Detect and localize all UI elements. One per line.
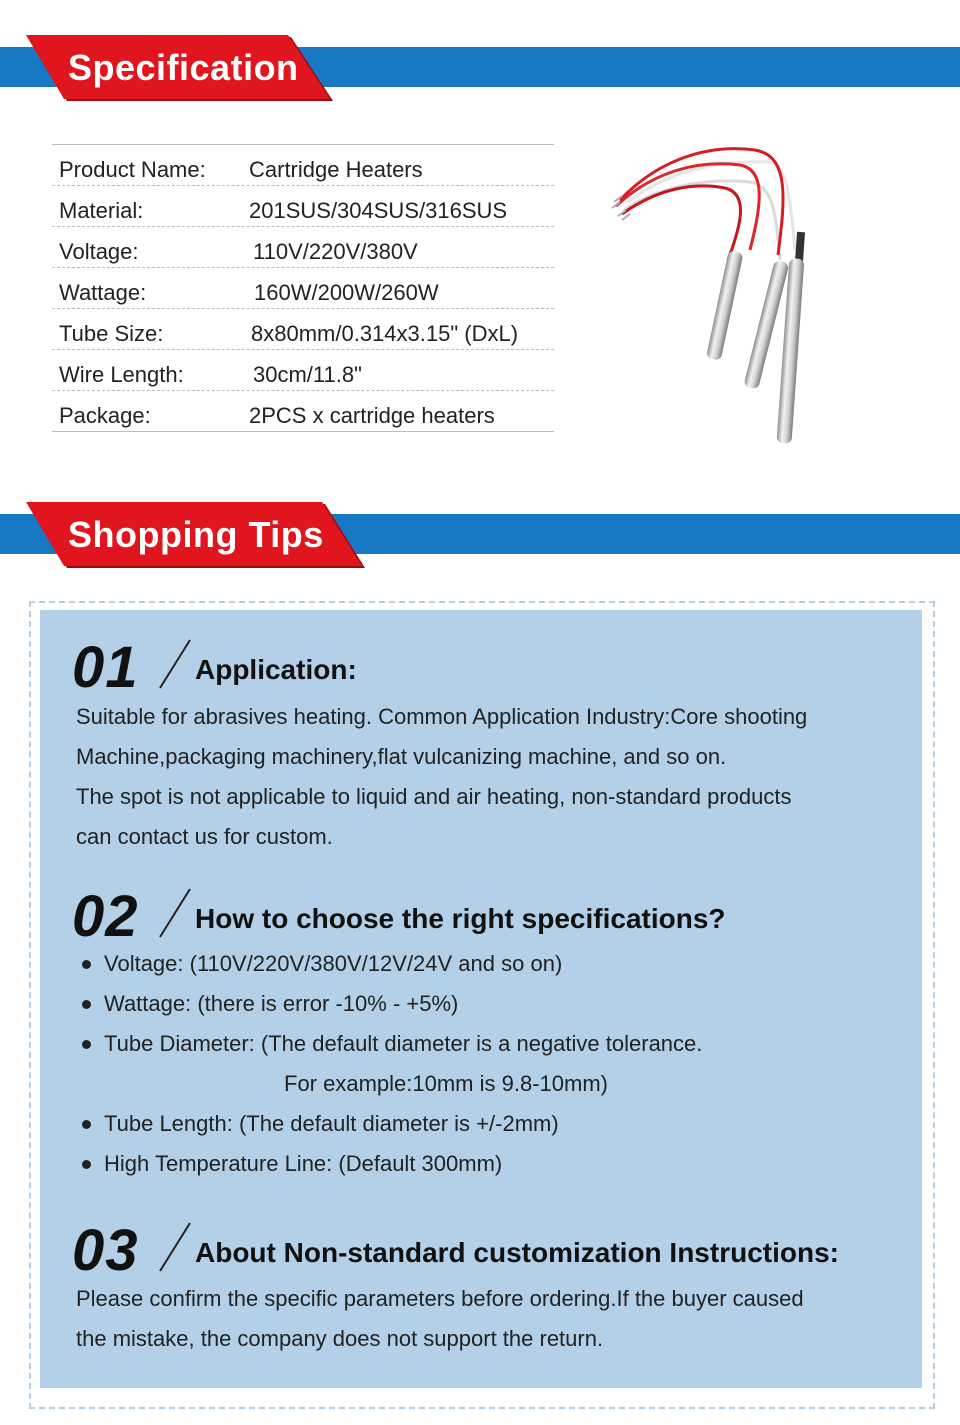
list-item bbox=[76, 1104, 916, 1144]
text-line: The spot is not applicable to liquid and air heating, non-standard products bbox=[76, 784, 792, 809]
tip-number: 02 bbox=[72, 884, 139, 949]
list-item-continuation bbox=[76, 1064, 916, 1104]
cartridge-heater-photo bbox=[600, 130, 860, 460]
spec-value: 2PCS x cartridge heaters bbox=[249, 403, 495, 428]
bullet-dot-icon bbox=[82, 1000, 91, 1009]
list-item bbox=[76, 1024, 916, 1064]
list-item bbox=[76, 984, 916, 1024]
section-title-shopping-tips: Shopping Tips bbox=[68, 514, 324, 555]
spec-row bbox=[52, 145, 554, 186]
section-title-specification: Specification bbox=[68, 47, 299, 88]
bullet-text: High Temperature Line: (Default 300mm) bbox=[104, 1151, 503, 1176]
bullet-text: Tube Length: (The default diameter is +/-2mm) bbox=[104, 1111, 559, 1136]
list-item bbox=[76, 944, 916, 984]
text-line: the mistake, the company does not support the return. bbox=[76, 1326, 604, 1351]
spec-row bbox=[52, 391, 554, 432]
bullet-text: For example:10mm is 9.8-10mm) bbox=[284, 1071, 608, 1096]
spec-value: 201SUS/304SUS/316SUS bbox=[249, 198, 508, 223]
spec-value: 30cm/11.8" bbox=[253, 362, 362, 387]
spec-label: Material: bbox=[59, 198, 144, 223]
bullet-text: Wattage: (there is error -10% - +5%) bbox=[104, 991, 459, 1016]
spec-label: Product Name: bbox=[59, 157, 206, 182]
text-line: can contact us for custom. bbox=[76, 824, 333, 849]
bullet-dot-icon bbox=[82, 1160, 91, 1169]
spec-label: Wire Length: bbox=[59, 362, 184, 387]
bullet-dot-icon bbox=[82, 960, 91, 969]
spec-value: 160W/200W/260W bbox=[254, 280, 439, 305]
spec-label: Wattage: bbox=[59, 280, 147, 305]
spec-label: Package: bbox=[59, 403, 151, 428]
bullet-text: Tube Diameter: (The default diameter is a negative tolerance. bbox=[104, 1031, 703, 1056]
tip-title: About Non-standard customization Instructions: bbox=[195, 1237, 839, 1268]
slash-divider-icon bbox=[156, 636, 194, 692]
specification-bullets bbox=[76, 944, 916, 1184]
customization-text bbox=[76, 1279, 906, 1359]
shopping-tips-banner bbox=[0, 502, 960, 572]
spec-row bbox=[52, 309, 554, 350]
spec-row bbox=[52, 186, 554, 227]
tip-title: Application: bbox=[195, 654, 357, 685]
spec-label: Tube Size: bbox=[59, 321, 164, 346]
list-item bbox=[76, 1144, 916, 1184]
tip-number: 01 bbox=[72, 635, 139, 700]
spec-value: Cartridge Heaters bbox=[249, 157, 423, 182]
tip-title: How to choose the right specifications? bbox=[195, 903, 726, 934]
slash-divider-icon bbox=[156, 1219, 194, 1275]
spec-label: Voltage: bbox=[59, 239, 139, 264]
text-line: Suitable for abrasives heating. Common Application Industry:Core shooting bbox=[76, 704, 808, 729]
bullet-dot-icon bbox=[82, 1120, 91, 1129]
specification-banner bbox=[0, 35, 960, 105]
spec-row bbox=[52, 268, 554, 309]
spec-value: 8x80mm/0.314x3.15" (DxL) bbox=[251, 321, 519, 346]
spec-row bbox=[52, 350, 554, 391]
bullet-dot-icon bbox=[82, 1040, 91, 1049]
spec-table bbox=[52, 144, 554, 432]
bullet-text: Voltage: (110V/220V/380V/12V/24V and so on) bbox=[104, 951, 563, 976]
spec-value: 110V/220V/380V bbox=[253, 239, 418, 264]
text-line: Please confirm the specific parameters before ordering.If the buyer caused bbox=[76, 1286, 804, 1311]
spec-row bbox=[52, 227, 554, 268]
text-line: Machine,packaging machinery,flat vulcanizing machine, and so on. bbox=[76, 744, 727, 769]
application-text bbox=[76, 697, 906, 857]
slash-divider-icon bbox=[156, 885, 194, 941]
tip-number: 03 bbox=[72, 1218, 139, 1283]
